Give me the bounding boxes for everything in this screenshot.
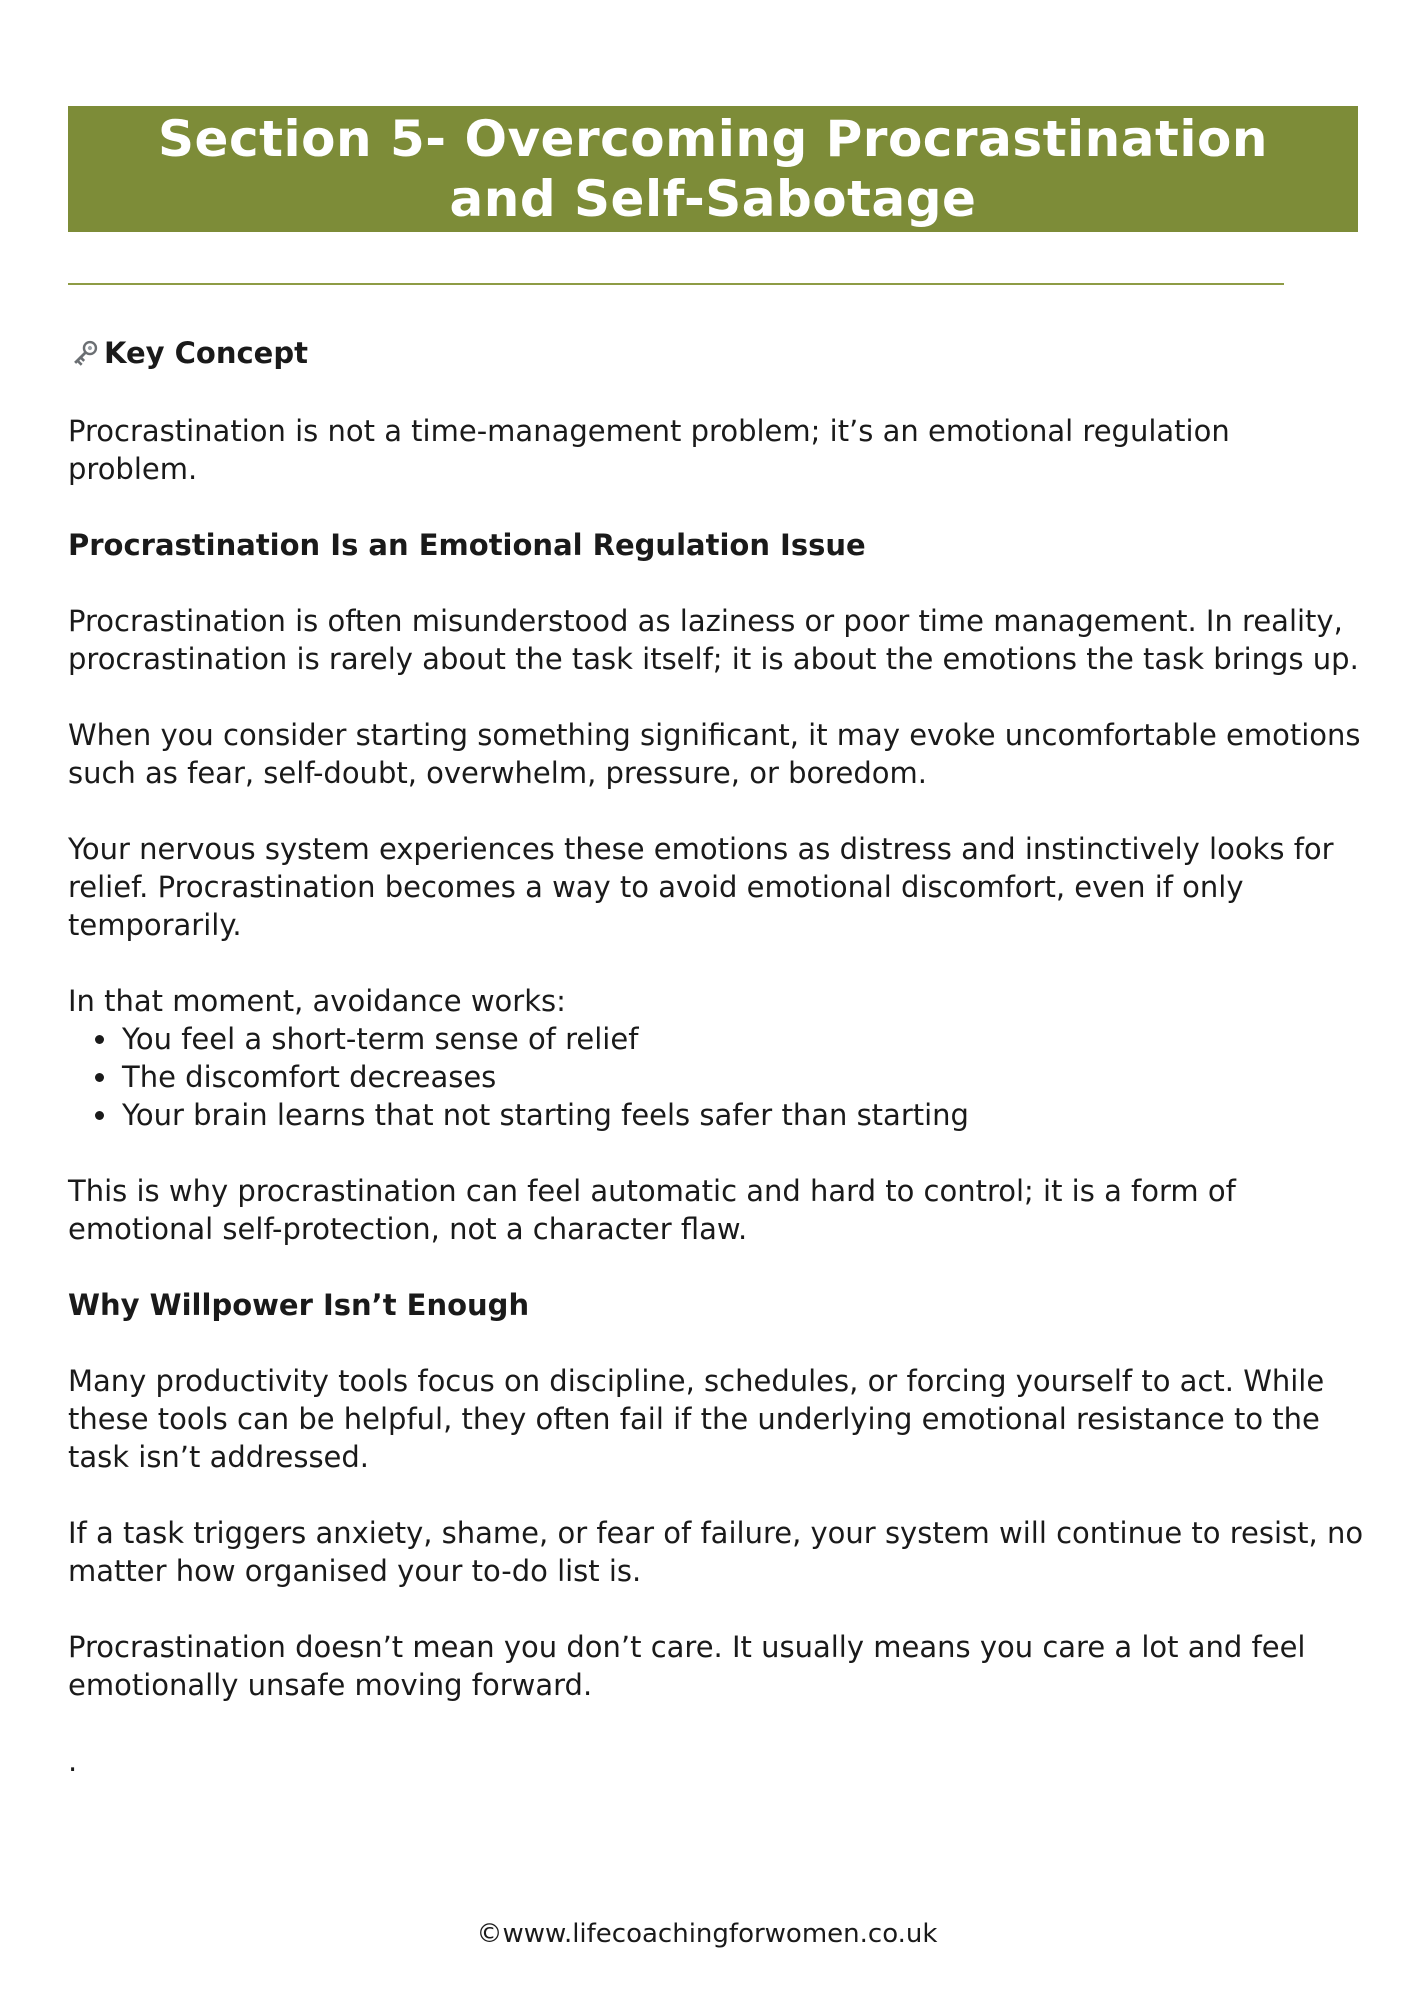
footer-copyright: ©www.lifecoachingforwomen.co.uk xyxy=(476,1919,938,1949)
paragraph: Your nervous system experiences these emotions as distress and instinctively looks for relief. Procrastination becomes a way to avoid emotional discomfort, even if only temporarily. xyxy=(68,832,1334,942)
page-title-line-1: Section 5- Overcoming Procrastination xyxy=(158,110,1268,168)
list-intro: In that moment, avoidance works: xyxy=(68,984,566,1018)
page-title xyxy=(158,109,1268,229)
key-concept-heading xyxy=(68,334,1368,372)
paragraph: Procrastination doesn’t mean you don’t care. It usually means you care a lot and feel emotionally unsafe moving forward. xyxy=(68,1630,1306,1702)
trailing-period: . xyxy=(68,1744,78,1778)
key-icon xyxy=(68,336,102,370)
paragraph: Procrastination is often misunderstood as laziness or poor time management. In reality, procrastination is rarely about the task itself; it is about the emotions the task brings up. xyxy=(68,604,1359,676)
section-heading-willpower: Why Willpower Isn’t Enough xyxy=(68,1288,530,1322)
list-item: • The discomfort decreases xyxy=(120,1058,1368,1096)
title-divider xyxy=(68,283,1284,285)
section-heading-emotional-regulation: Procrastination Is an Emotional Regulation Issue xyxy=(68,528,866,562)
paragraph: This is why procrastination can feel automatic and hard to control; it is a form of emotional self-protection, not a character flaw. xyxy=(68,1174,1236,1246)
list-item: • Your brain learns that not starting feels safer than starting xyxy=(120,1096,1368,1134)
key-concept-text: Procrastination is not a time-management problem; it’s an emotional regulation problem. xyxy=(68,414,1230,486)
paragraph: When you consider starting something significant, it may evoke uncomfortable emotions such as fear, self-doubt, overwhelm, pressure, or boredom. xyxy=(68,718,1361,790)
list-item: • You feel a short-term sense of relief xyxy=(120,1020,1368,1058)
avoidance-list xyxy=(68,1020,1368,1134)
section-title-banner xyxy=(68,106,1358,232)
paragraph: If a task triggers anxiety, shame, or fear of failure, your system will continue to resist, no matter how organised your to-do list is. xyxy=(68,1516,1364,1588)
paragraph: Many productivity tools focus on discipline, schedules, or forcing yourself to act. While these tools can be helpful, they often fail if the underlying emotional resistance to the task isn’t addressed. xyxy=(68,1364,1325,1474)
key-concept-label: Key Concept xyxy=(104,336,308,370)
page-title-line-2: and Self-Sabotage xyxy=(449,170,977,228)
document-body xyxy=(68,334,1368,1818)
